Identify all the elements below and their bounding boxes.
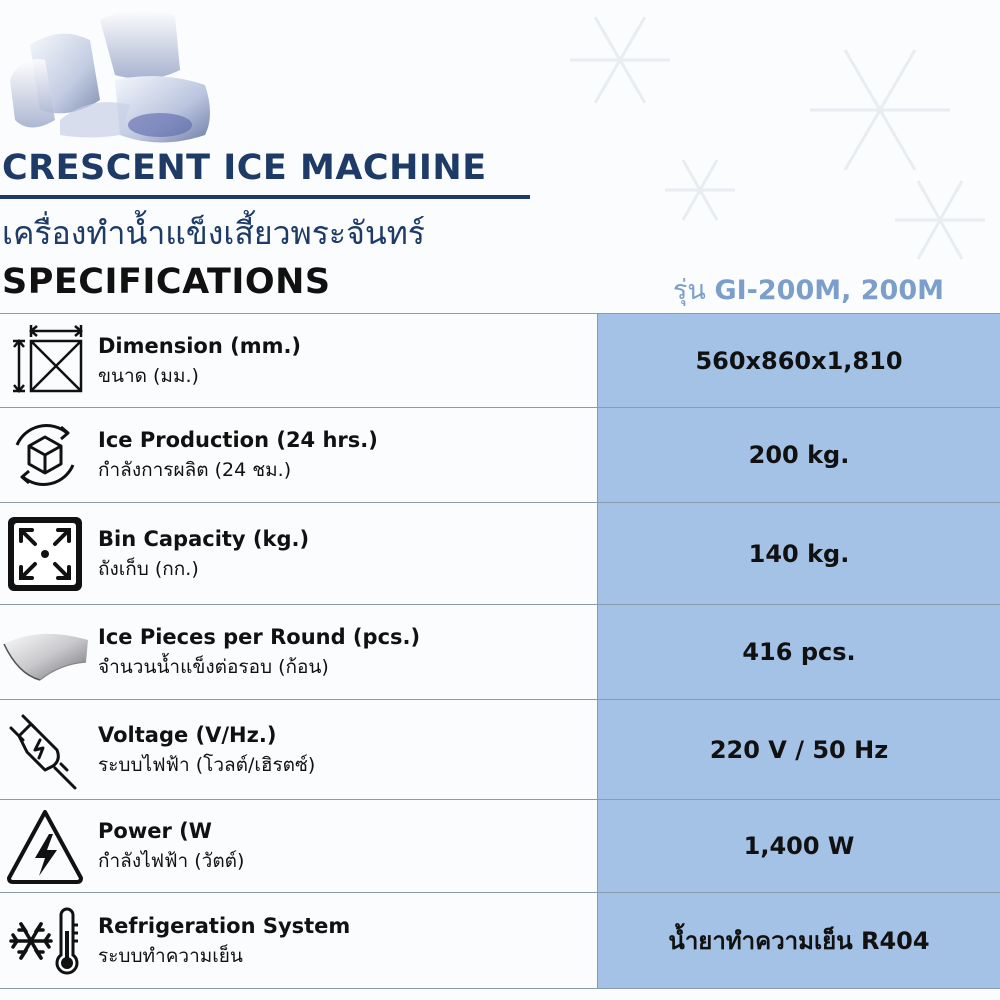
bin-capacity-icon — [5, 514, 85, 594]
spec-label-cell — [0, 408, 597, 502]
specifications-table — [0, 313, 1000, 989]
spec-label-cell — [0, 700, 597, 799]
spec-label-cell — [0, 314, 597, 407]
spec-label-en: Voltage (V/Hz.) — [98, 722, 277, 747]
spec-value: 416 pcs. — [597, 605, 1000, 699]
spec-label-th: ถังเก็บ (กก.) — [98, 557, 199, 580]
model-number: GI-200M, 200M — [714, 275, 944, 306]
crescent-ice-cubes-image — [0, 0, 230, 150]
spec-label-en: Ice Pieces per Round (pcs.) — [98, 625, 421, 649]
spec-row-power — [0, 800, 1000, 893]
dimension-icon — [5, 321, 85, 401]
specifications-heading: SPECIFICATIONS — [2, 262, 331, 302]
page-subtitle-thai: เครื่องทำน้ำแข็งเสี้ยวพระจันทร์ — [2, 214, 425, 252]
spec-label-en: Ice Production (24 hrs.) — [98, 428, 378, 452]
spec-row-voltage — [0, 700, 1000, 800]
power-warning-icon — [5, 806, 85, 886]
spec-label-th: ขนาด (มม.) — [98, 364, 199, 387]
spec-row-dimension — [0, 314, 1000, 408]
model-info — [673, 268, 944, 311]
spec-label-th: ระบบทำความเย็น — [98, 944, 243, 967]
refrigeration-icon — [5, 901, 85, 981]
spec-label-en: Dimension (mm.) — [98, 333, 302, 358]
model-label: รุ่น — [672, 275, 706, 306]
spec-label-en: Power (W — [98, 819, 212, 843]
spec-row-refrigeration — [0, 893, 1000, 989]
spec-label-cell — [0, 800, 597, 892]
plug-icon — [5, 710, 85, 790]
spec-row-ice-pieces — [0, 605, 1000, 700]
spec-label-en: Refrigeration System — [98, 913, 351, 938]
spec-row-ice-production — [0, 408, 1000, 503]
spec-value: 140 kg. — [597, 503, 1000, 604]
spec-label-th: ระบบไฟฟ้า (โวลต์/เฮิรตซ์) — [98, 753, 316, 776]
spec-label-th: จำนวนน้ำแข็งต่อรอบ (ก้อน) — [98, 656, 329, 678]
spec-row-bin-capacity — [0, 503, 1000, 605]
spec-label-th: กำลังการผลิต (24 ชม.) — [98, 459, 292, 481]
spec-value: 560x860x1,810 — [597, 314, 1000, 407]
crescent-ice-icon — [0, 622, 90, 682]
spec-value: น้ำยาทำความเย็น R404 — [597, 893, 1000, 988]
spec-label-cell — [0, 605, 597, 699]
spec-label-th: กำลังไฟฟ้า (วัตต์) — [98, 850, 245, 872]
spec-label-en: Bin Capacity (kg.) — [98, 526, 310, 551]
title-underline — [0, 195, 530, 199]
spec-value: 200 kg. — [597, 408, 1000, 502]
page-title: CRESCENT ICE MACHINE — [2, 148, 487, 188]
spec-label-cell — [0, 503, 597, 604]
ice-production-icon — [5, 415, 85, 495]
spec-label-cell — [0, 893, 597, 988]
spec-value: 1,400 W — [597, 800, 1000, 892]
spec-value: 220 V / 50 Hz — [597, 700, 1000, 799]
